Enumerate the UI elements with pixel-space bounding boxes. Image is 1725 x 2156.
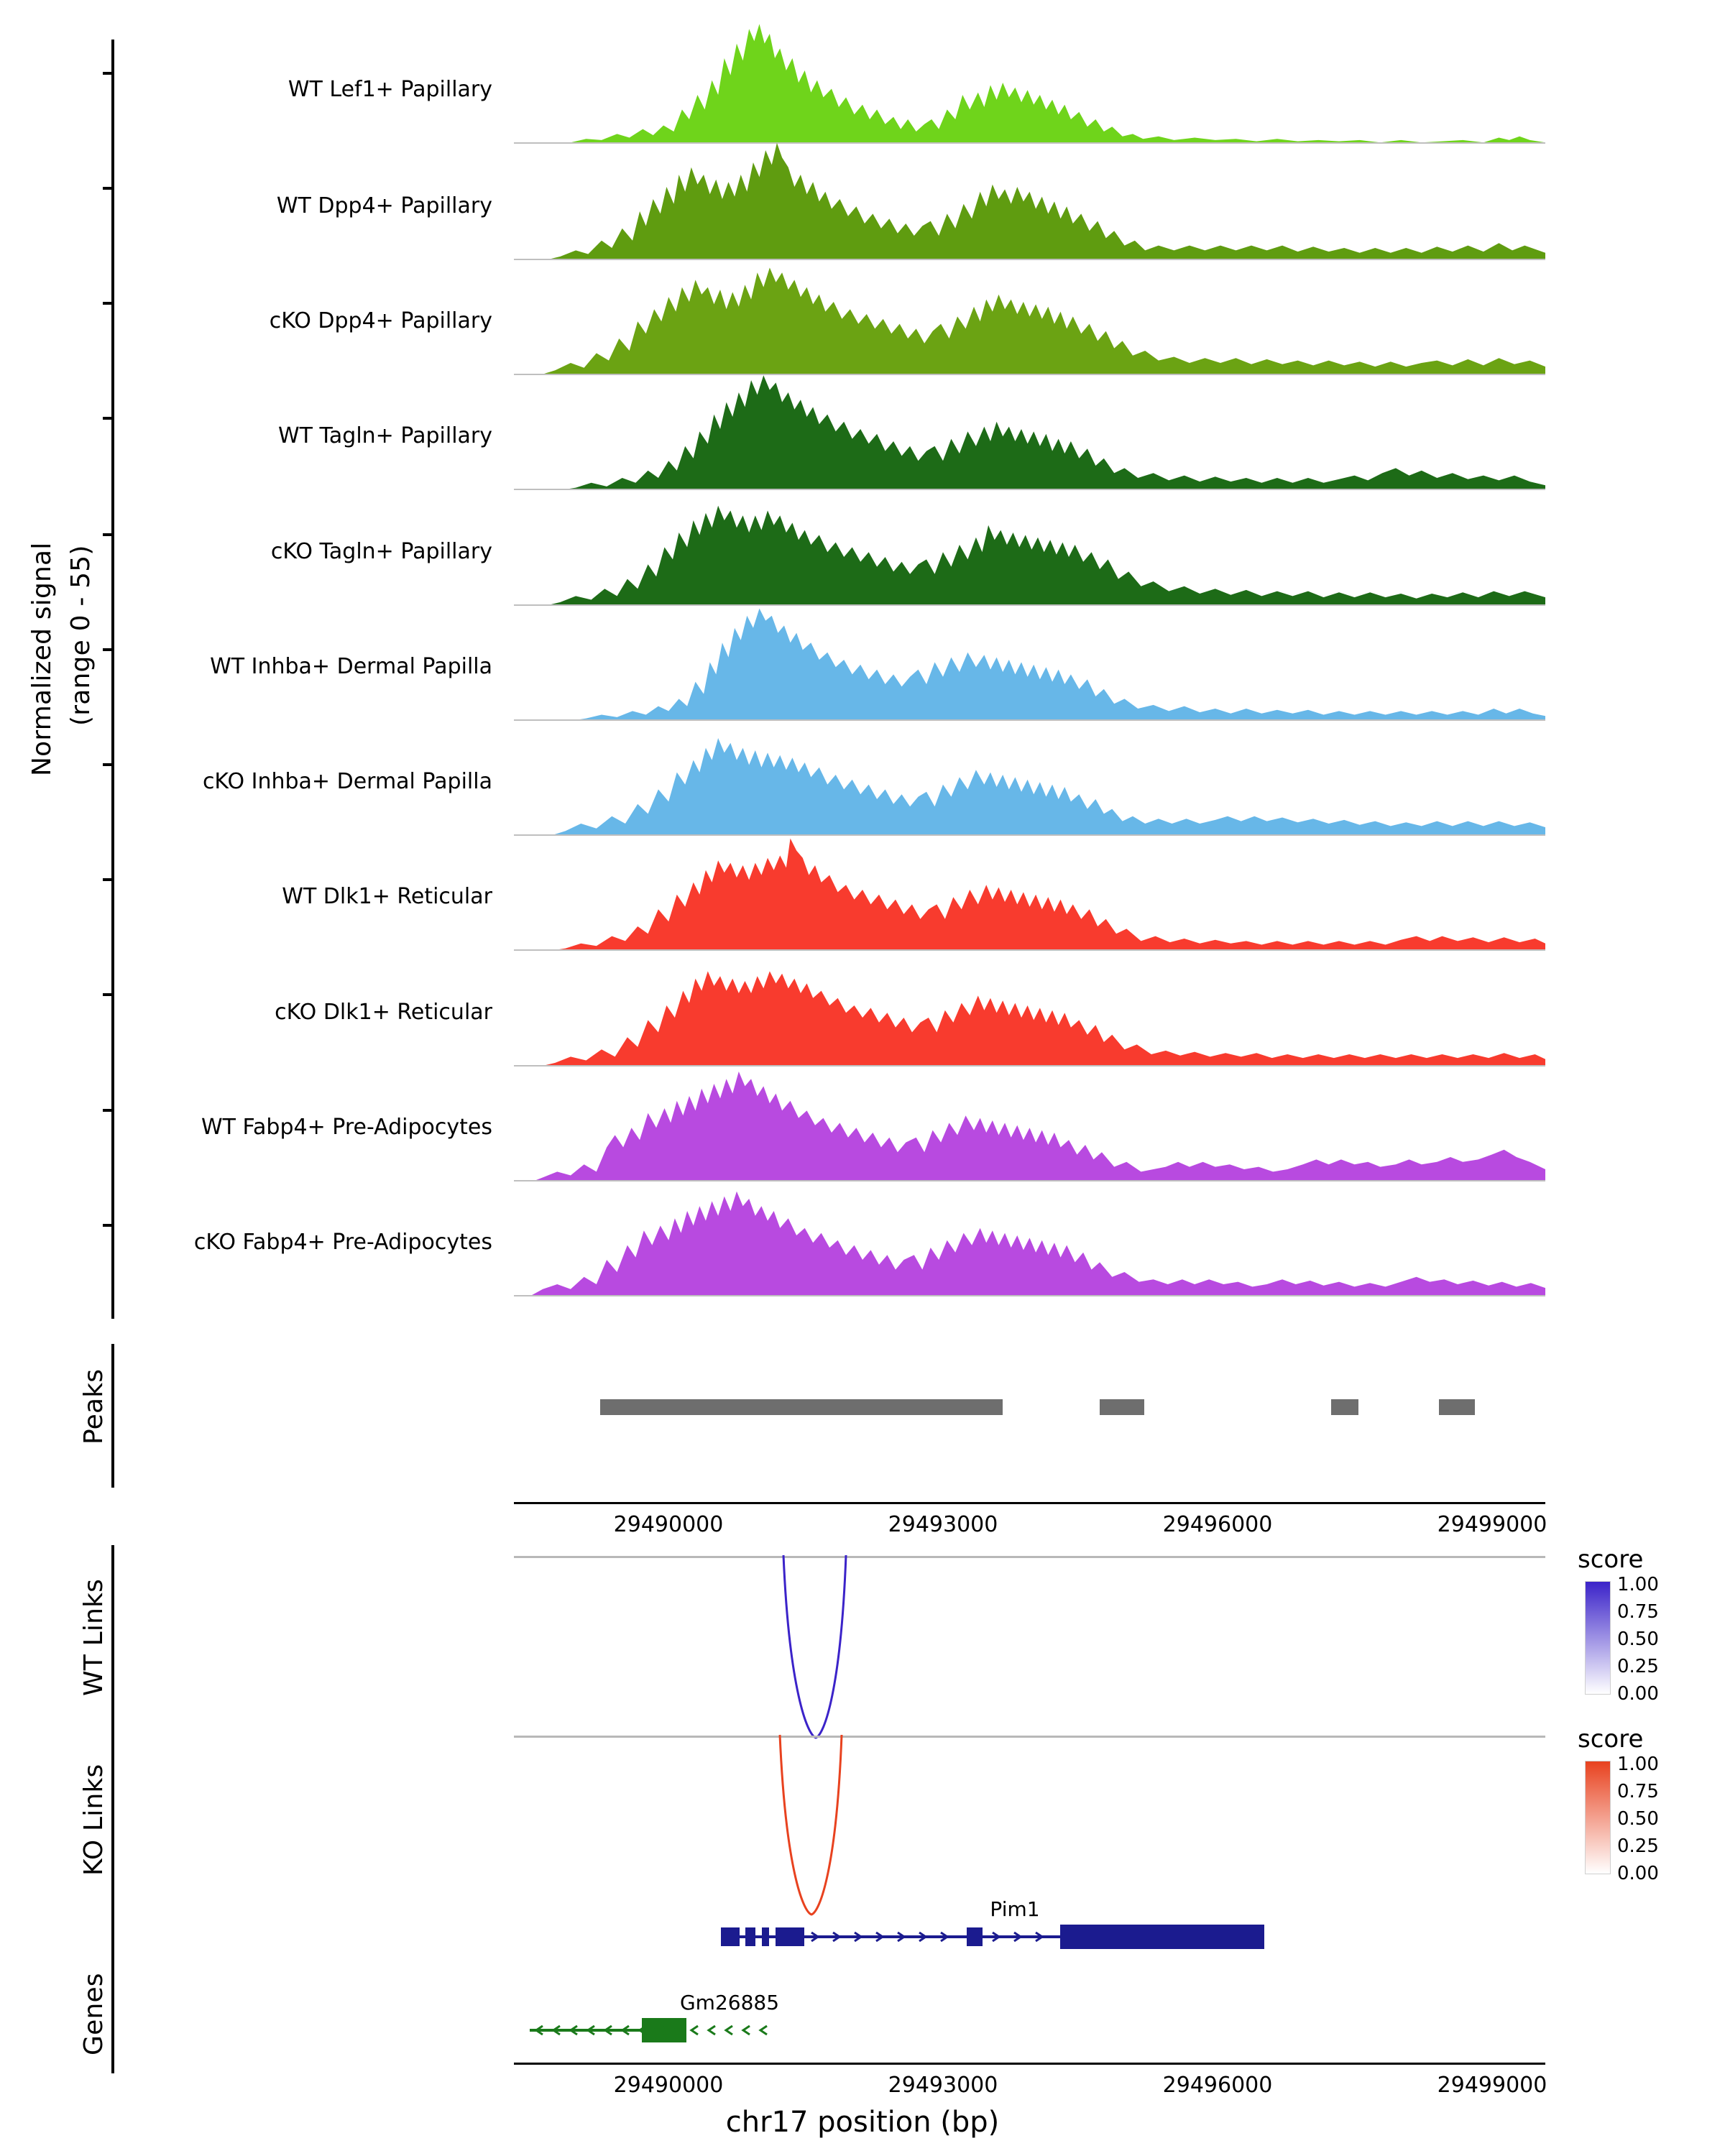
coverage-axis-tick — [103, 1224, 114, 1227]
track-label-8: cKO Dlk1+ Reticular — [275, 1000, 492, 1025]
coverage-area-0 — [514, 22, 1545, 144]
genes-panel-label: Genes — [79, 1973, 109, 2055]
ko-legend-tick-0: 1.00 — [1617, 1754, 1659, 1775]
x-axis-top — [514, 1502, 1545, 1504]
ko-legend-tick-2: 0.50 — [1617, 1808, 1659, 1830]
coverage-track-1 — [514, 138, 1545, 260]
peak-2[interactable] — [1331, 1399, 1358, 1415]
ko-legend-title: score — [1578, 1725, 1644, 1754]
wt-legend-tick-2: 0.50 — [1617, 1628, 1659, 1650]
coverage-axis-tick — [103, 993, 114, 996]
coverage-track-2 — [514, 253, 1545, 375]
ko-links-panel-label: KO Links — [79, 1764, 109, 1876]
coverage-area-9 — [514, 1059, 1545, 1181]
coverage-track-0 — [514, 22, 1545, 144]
coverage-axis-tick — [103, 533, 114, 536]
wt-legend-tick-3: 0.25 — [1617, 1656, 1659, 1677]
ko-links-axis-spine — [111, 1725, 114, 1919]
track-label-9: WT Fabp4+ Pre-Adipocytes — [201, 1115, 492, 1140]
peak-3[interactable] — [1439, 1399, 1475, 1415]
wt-links-panel-label: WT Links — [79, 1578, 109, 1696]
wt-legend-tick-4: 0.00 — [1617, 1683, 1659, 1705]
coverage-track-8 — [514, 944, 1545, 1067]
wt-legend-title: score — [1578, 1545, 1644, 1574]
y-axis-label-line2: (range 0 - 55) — [66, 545, 96, 726]
wt-legend-colorbar — [1585, 1581, 1611, 1695]
x-tick-label-bottom-0: 29490000 — [613, 2073, 724, 2098]
wt-link-arc-0[interactable] — [514, 1552, 1545, 1746]
coverage-axis-tick — [103, 72, 114, 75]
track-label-6: cKO Inhba+ Dermal Papilla — [202, 769, 492, 794]
wt-legend-tick-1: 0.75 — [1617, 1601, 1659, 1623]
peaks-panel-label: Peaks — [79, 1368, 109, 1445]
coverage-track-6 — [514, 714, 1545, 836]
track-label-2: cKO Dpp4+ Papillary — [269, 308, 492, 333]
track-label-0: WT Lef1+ Papillary — [288, 77, 492, 102]
coverage-track-7 — [514, 829, 1545, 951]
coverage-axis-spine — [111, 40, 114, 1319]
y-axis-label-line1: Normalized signal — [27, 542, 57, 776]
x-tick-label-top-1: 29493000 — [888, 1512, 998, 1537]
wt-links-axis-spine — [111, 1545, 114, 1746]
coverage-area-5 — [514, 599, 1545, 721]
peak-0[interactable] — [600, 1399, 1003, 1415]
coverage-track-4 — [514, 484, 1545, 606]
coverage-track-5 — [514, 599, 1545, 721]
track-label-10: cKO Fabp4+ Pre-Adipocytes — [193, 1230, 492, 1255]
ko-legend-tick-3: 0.25 — [1617, 1835, 1659, 1857]
coverage-axis-tick — [103, 763, 114, 766]
track-label-5: WT Inhba+ Dermal Papilla — [210, 654, 492, 679]
ko-legend-tick-1: 0.75 — [1617, 1781, 1659, 1802]
coverage-area-1 — [514, 138, 1545, 260]
coverage-baseline-10 — [514, 1295, 1545, 1296]
coverage-track-9 — [514, 1059, 1545, 1181]
x-tick-label-top-0: 29490000 — [613, 1512, 724, 1537]
x-tick-label-top-3: 29499000 — [1437, 1512, 1547, 1537]
track-label-4: cKO Tagln+ Papillary — [270, 539, 492, 564]
coverage-area-2 — [514, 253, 1545, 375]
coverage-area-8 — [514, 944, 1545, 1067]
x-tick-label-bottom-3: 29499000 — [1437, 2073, 1547, 2098]
coverage-axis-tick — [103, 648, 114, 651]
ko-legend-colorbar — [1585, 1761, 1611, 1874]
x-tick-label-bottom-2: 29496000 — [1162, 2073, 1273, 2098]
coverage-axis-tick — [103, 878, 114, 881]
gene-label-pim1: Pim1 — [990, 1897, 1040, 1921]
coverage-axis-tick — [103, 302, 114, 305]
coverage-track-3 — [514, 368, 1545, 490]
wt-legend-tick-0: 1.00 — [1617, 1574, 1659, 1595]
coverage-axis-tick — [103, 187, 114, 190]
x-axis-bottom — [514, 2063, 1545, 2065]
x-tick-label-bottom-1: 29493000 — [888, 2073, 998, 2098]
coverage-area-4 — [514, 484, 1545, 606]
coverage-area-10 — [514, 1174, 1545, 1296]
coverage-area-3 — [514, 368, 1545, 490]
coverage-area-6 — [514, 714, 1545, 836]
track-label-3: WT Tagln+ Papillary — [278, 423, 492, 448]
peaks-axis-spine — [111, 1344, 114, 1488]
coverage-axis-tick — [103, 1109, 114, 1112]
genes-axis-spine — [111, 1915, 114, 2073]
x-axis-title: chr17 position (bp) — [725, 2106, 1000, 2139]
x-tick-label-top-2: 29496000 — [1162, 1512, 1273, 1537]
gene-model-pim1[interactable] — [514, 1920, 1545, 1953]
gene-label-gm26885: Gm26885 — [679, 1991, 780, 2014]
track-label-1: WT Dpp4+ Papillary — [276, 193, 492, 218]
coverage-axis-tick — [103, 417, 114, 420]
track-label-7: WT Dlk1+ Reticular — [282, 884, 492, 909]
gene-model-gm26885[interactable] — [514, 2014, 1545, 2047]
coverage-track-10 — [514, 1174, 1545, 1296]
coverage-area-7 — [514, 829, 1545, 951]
ko-legend-tick-4: 0.00 — [1617, 1863, 1659, 1884]
ko-link-arc-0[interactable] — [514, 1732, 1545, 1919]
peak-1[interactable] — [1100, 1399, 1144, 1415]
